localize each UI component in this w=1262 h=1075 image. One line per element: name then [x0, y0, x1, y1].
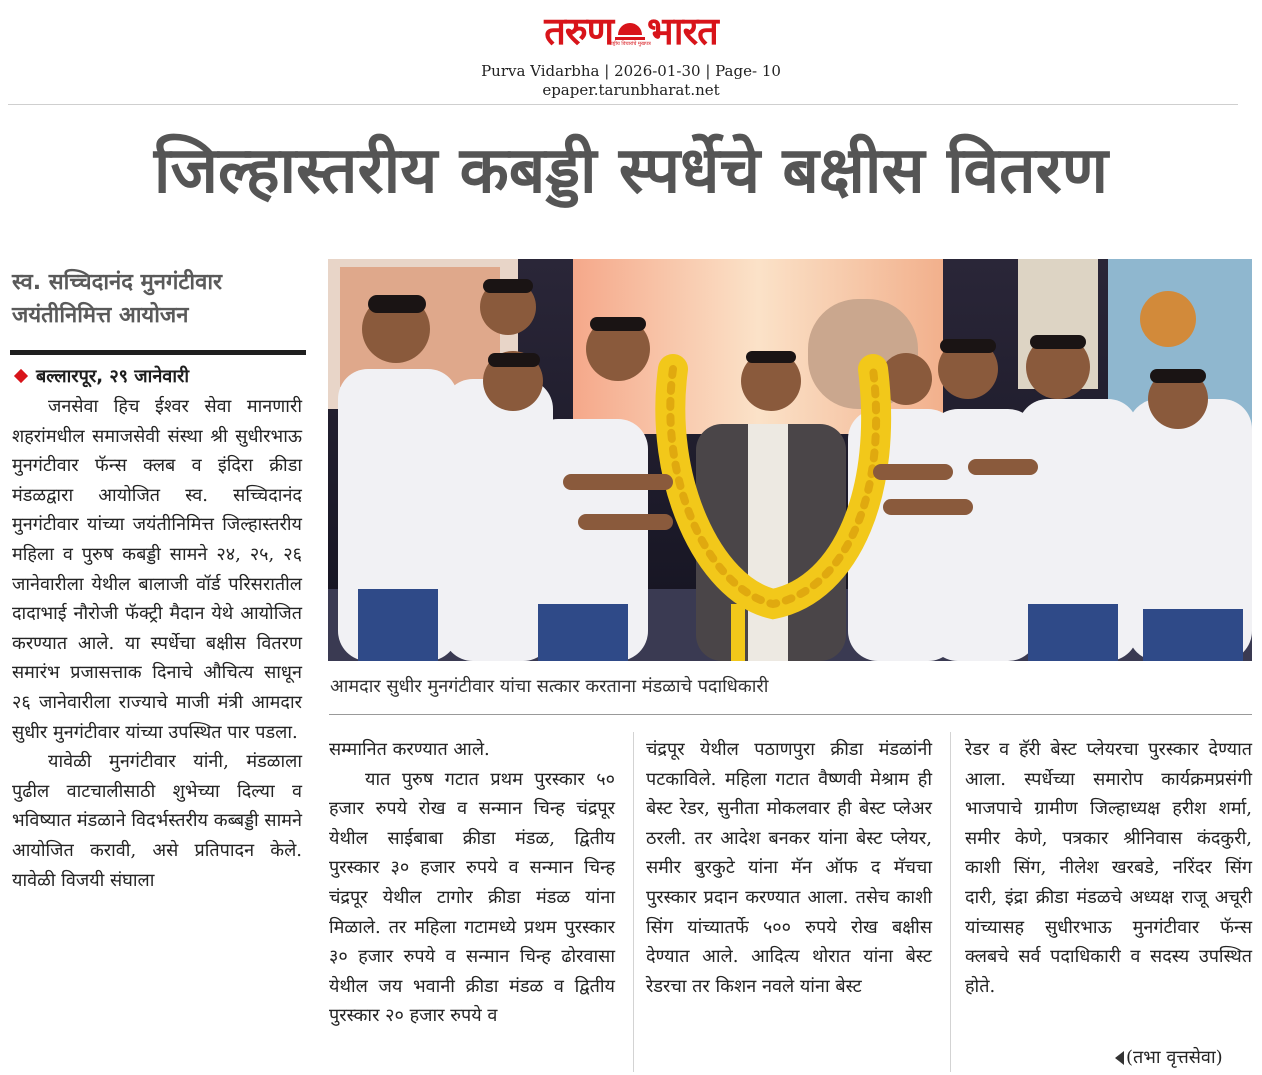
- credit-text: (तभा वृत्तसेवा): [1126, 1047, 1223, 1068]
- paragraph: जनसेवा हिच ईश्वर सेवा मानणारी शहरांमधील समाजसेवी संस्था श्री सुधीरभाऊ मुनगंटीवार फॅन्स क्लब व इंदिरा क्रीडा मंडळद्वारा आयोजित स्व. सच्चिदानंद मुनगंटीवार यांच्या जयंतीनिमित्त जिल्हास्तरीय महिला व पुरुष कबड्डी सामने २४, २५, २६ जानेवारीला येथील बालाजी वॉर्ड परिसरातील दादाभाई नौरोजी फॅक्ट्री मैदान येथे आयोजित करण्यात आले. या स्पर्धेचा बक्षीस वितरण समारंभ प्रजासत्ताक दिनाचे औचित्य साधून २६ जानेवारीला राज्याचे माजी मंत्री आमदार सुधीर मुनगंटीवार यांच्या उपस्थित पार पडला.: [12, 396, 302, 743]
- paragraph: यात पुरुष गटात प्रथम पुरस्कार ५० हजार रुपये रोख व सन्मान चिन्ह चंद्रपूर येथील साईबाबा क्रीडा मंडळ, द्वितीय पुरस्कार ३० हजार रुपये व सन्मान चिन्ह चंद्रपूर येथील टागोर क्रीडा मंडळ यांना मिळाले. तर महिला गटामध्ये प्रथम पुरस्कार ३० हजार रुपये व सन्मान चिन्ह ढोरवासा येथील जय भवानी क्रीडा मंडळ व द्वितीय पुरस्कार २० हजार रुपये व: [329, 768, 615, 1027]
- caption-divider: [329, 714, 1252, 715]
- article-headline: जिल्हास्तरीय कबड्डी स्पर्धेचे बक्षीस वितरण: [153, 134, 1109, 208]
- article-column-4: [965, 735, 1252, 1001]
- triangle-left-icon: [1115, 1051, 1124, 1065]
- website-link[interactable]: epaper.tarunbharat.net: [542, 81, 720, 99]
- article-column-1: [12, 392, 302, 895]
- subhead-divider: [10, 350, 306, 355]
- column-divider: [950, 732, 951, 1072]
- edition-line: Purva Vidarbha | 2026-01-30 | Page- 10: [481, 62, 781, 80]
- dateline-text: बल्लारपूर, २९ जानेवारी: [36, 366, 190, 387]
- photo-caption: आमदार सुधीर मुनगंटीवार यांचा सत्कार करताना मंडळाचे पदाधिकारी: [330, 676, 769, 697]
- felicitation-photo-illustration: [328, 259, 1252, 661]
- logo-word-bharat: भारत: [647, 9, 718, 53]
- masthead: [0, 0, 1262, 104]
- paragraph: रेडर व हॅरी बेस्ट प्लेयरचा पुरस्कार देण्यात आला. स्पर्धेच्या समारोप कार्यक्रमप्रसंगी भाजपाचे ग्रामीण जिल्हाध्यक्ष हरीश शर्मा, समीर केणे, पत्रकार श्रीनिवास कंदकुरी, काशी सिंग, नीलेश खरबडे, नरिंदर सिंग दारी, इंद्रा क्रीडा मंडळचे अध्यक्ष राजू अचूरी यांच्यासह सुधीरभाऊ मुनगंटीवार फॅन्स क्लबचे सर्व पदाधिकारी व सदस्य उपस्थित होते.: [965, 739, 1252, 997]
- article-subhead: स्व. सच्चिदानंद मुनगंटीवार जयंतीनिमित्त आयोजन: [12, 270, 223, 328]
- paragraph: सम्मानित करण्यात आले.: [329, 739, 490, 760]
- masthead-divider: [8, 104, 1238, 105]
- paragraph: चंद्रपूर येथील पठाणपुरा क्रीडा मंडळांनी पटकाविले. महिला गटात वैष्णवी मेश्राम ही बेस्ट रेडर, सुनीता मोकलवार ही बेस्ट प्लेअर ठरली. तर आदेश बनकर यांना बेस्ट प्लेयर, समीर बुरकुटे यांना मॅन ऑफ द मॅचचा पुरस्कार प्रदान करण्यात आला. तसेच काशी सिंग यांच्यातर्फे ५०० रुपये रोख बक्षीस देण्यात आले. आदित्य थोरात यांना बेस्ट रेडरचा तर किशन नवले यांना बेस्ट: [646, 739, 932, 997]
- column-divider: [633, 732, 634, 1072]
- sunrise-emblem-icon: राष्ट्रीय विचारांचे मुखपत्र: [615, 21, 645, 47]
- newspaper-logo[interactable]: [0, 6, 1262, 56]
- diamond-bullet-icon: [14, 369, 28, 383]
- paragraph: यावेळी मुनगंटीवार यांनी, मंडळाला पुढील वाटचालीसाठी शुभेच्या दिल्या व भविष्यात मंडळाने विदर्भस्तरीय कब्बड्डी सामने आयोजित करावी, असे प्रतिपादन केले. यावेळी विजयी संघाला: [12, 751, 302, 891]
- logo-word-tarun: तरुण: [544, 9, 614, 53]
- dateline: [12, 364, 304, 390]
- news-service-credit: [1115, 1043, 1223, 1073]
- article-column-3: [646, 735, 932, 1001]
- article-column-2: [329, 735, 615, 1031]
- article-photo: [328, 259, 1252, 661]
